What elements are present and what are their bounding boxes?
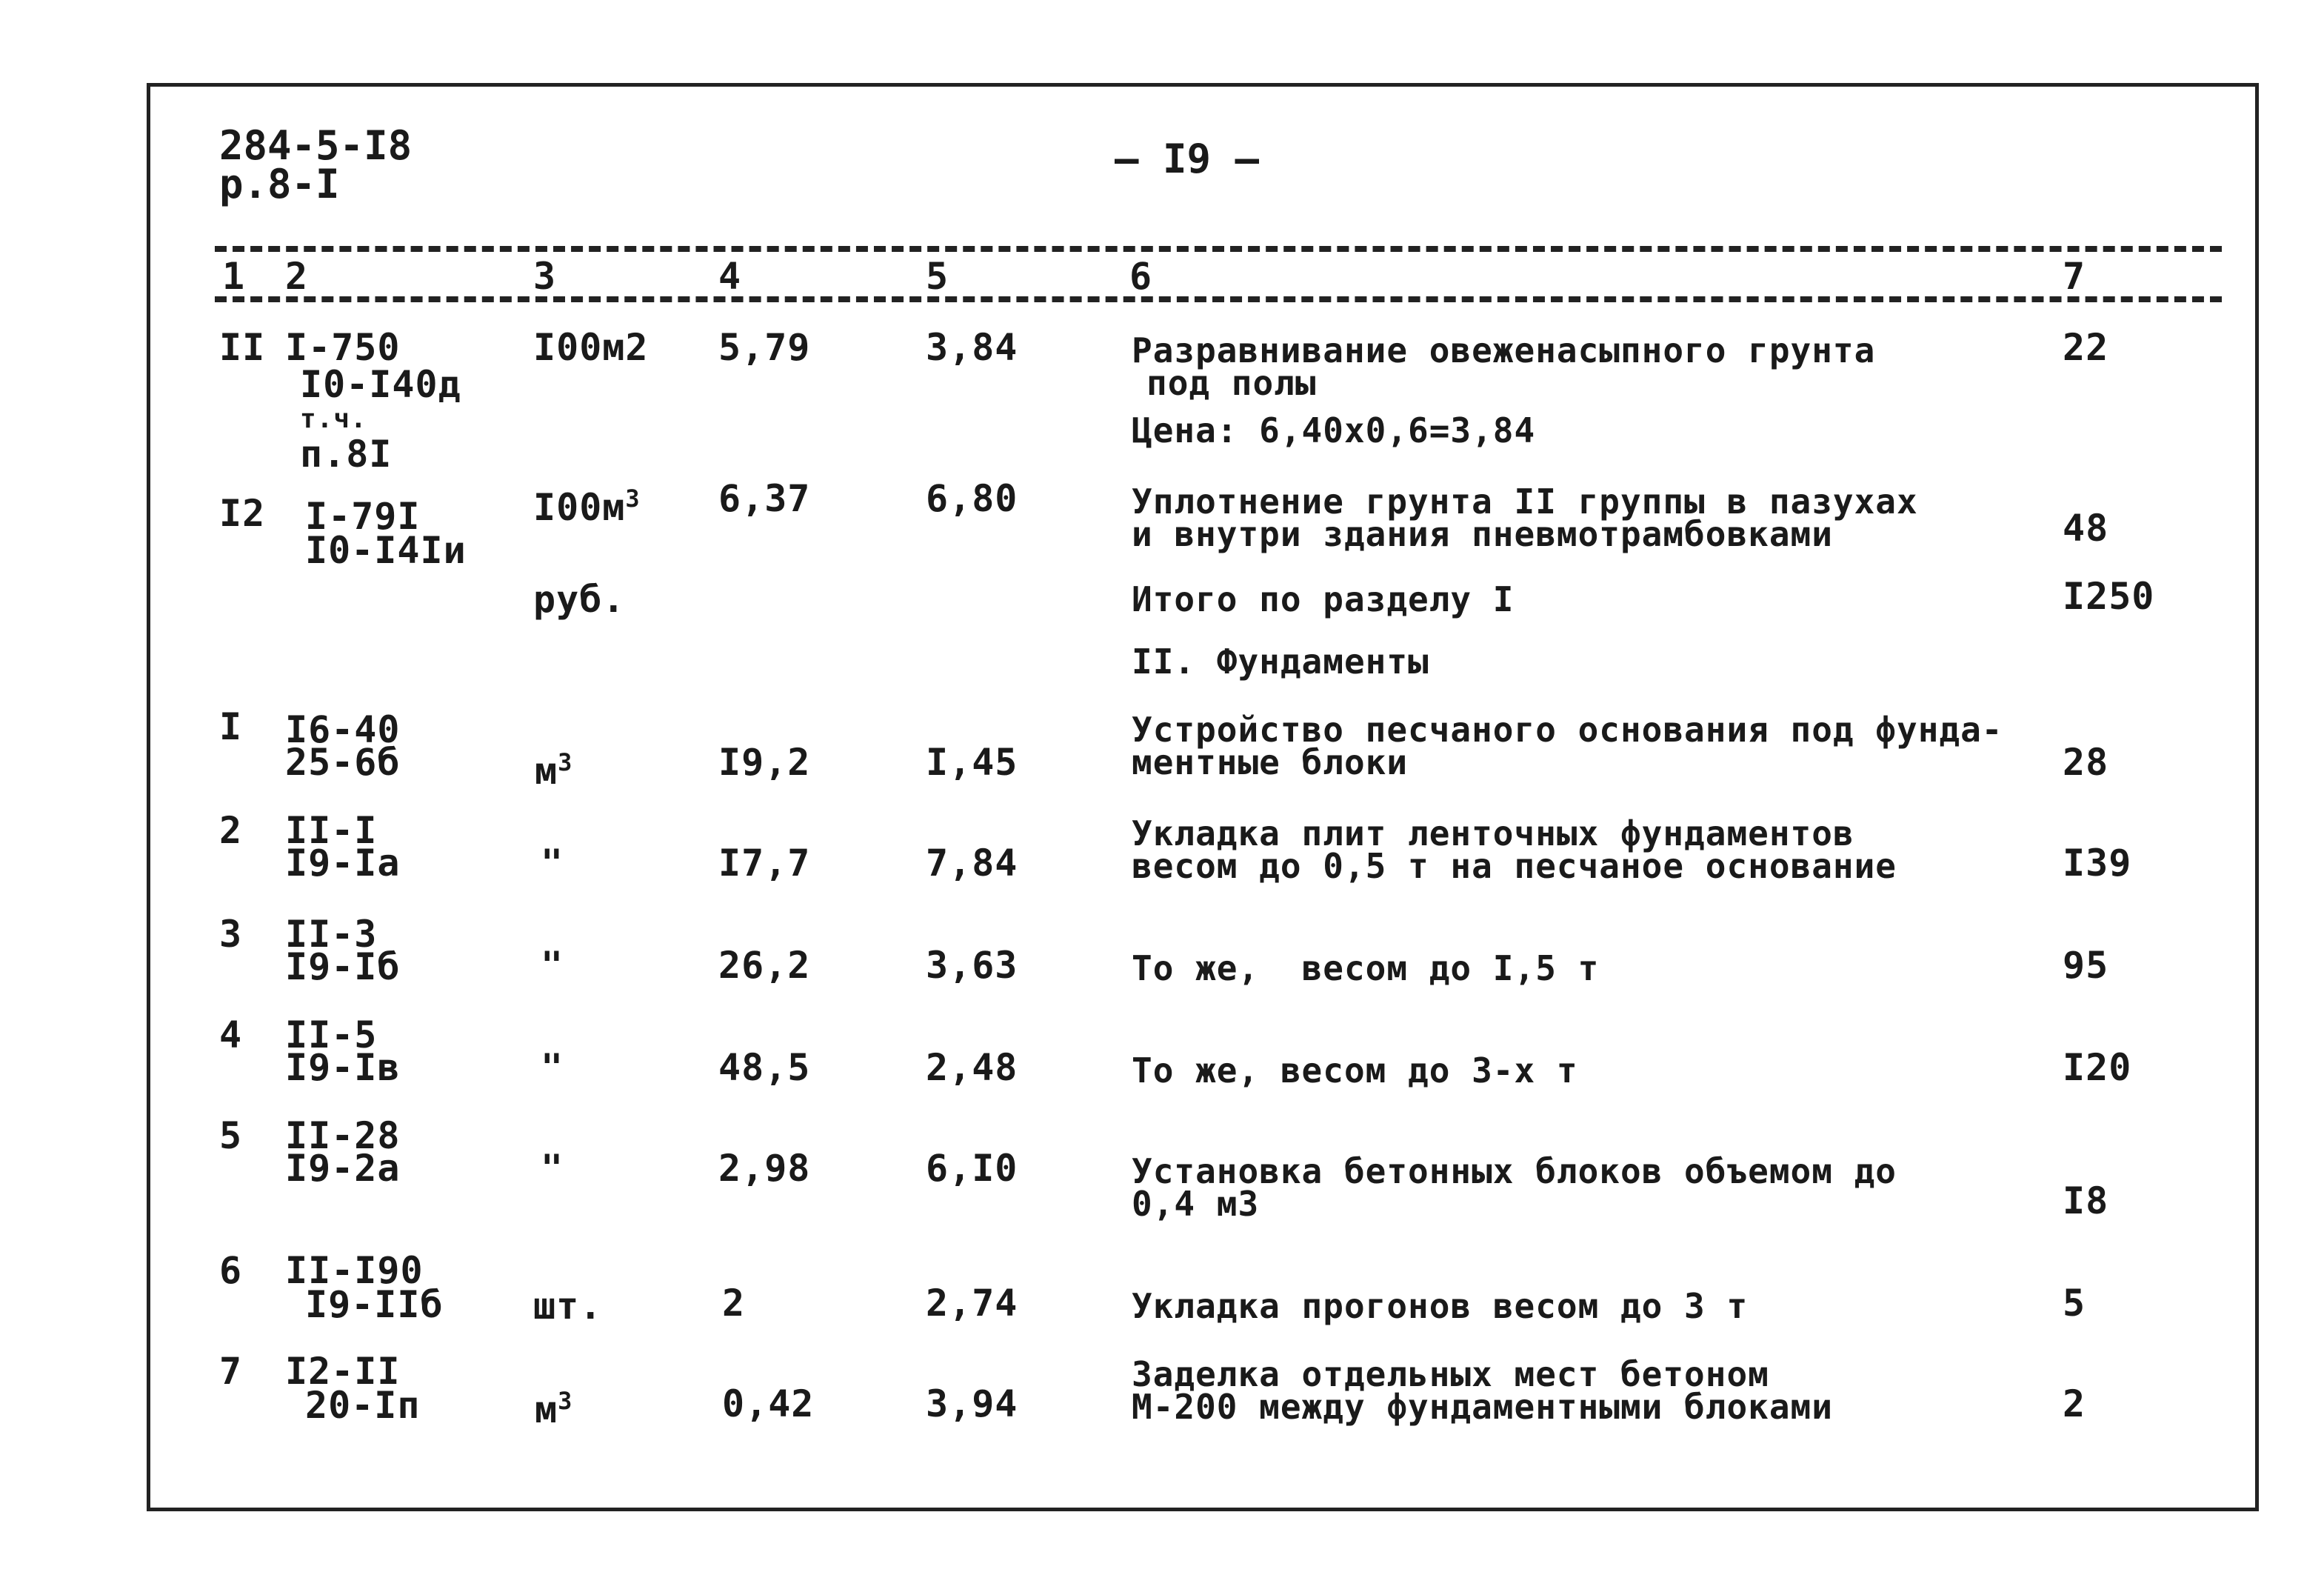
- doc-section: р.8-I: [219, 161, 340, 207]
- col-header-1: 1: [222, 255, 246, 298]
- row-description: Заделка отдельных мест бетоном: [1132, 1354, 1769, 1394]
- row-number: 3: [219, 913, 243, 956]
- row-total: 48: [2063, 507, 2109, 550]
- row-description: Устройство песчаного основания под фунда-: [1132, 710, 2003, 750]
- row-code: т.ч.: [300, 404, 367, 434]
- row-description: под полы: [1146, 363, 1317, 403]
- row-col4: 26,2: [718, 944, 811, 987]
- row-number: I: [219, 705, 243, 748]
- row-col4: I7,7: [718, 842, 811, 885]
- col-header-2: 2: [285, 255, 309, 298]
- row-col4: 2,98: [718, 1147, 811, 1190]
- row-col4: 48,5: [718, 1046, 811, 1089]
- row-code: I0-I4Iи: [305, 529, 467, 572]
- row-code: II-3: [285, 913, 378, 956]
- row-description: Укладка плит ленточных фундаментов: [1132, 813, 1854, 853]
- row-total: 95: [2063, 944, 2109, 987]
- row-code: I9-Iб: [285, 945, 401, 988]
- row-col4: 6,37: [718, 477, 811, 520]
- row-total: 22: [2063, 326, 2109, 369]
- row-description: Установка бетонных блоков объемом до: [1132, 1151, 1897, 1191]
- row-number: II: [219, 326, 266, 369]
- col-header-5: 5: [926, 255, 949, 298]
- row-col5: 6,80: [926, 477, 1018, 520]
- row-code: II-I: [285, 809, 378, 852]
- row-description: Разравнивание овеженасыпного грунта: [1132, 330, 1876, 370]
- row-description: Укладка прогонов весом до 3 т: [1132, 1286, 1749, 1326]
- row-description: То же, весом до I,5 т: [1132, 948, 1600, 988]
- row-unit: ": [541, 944, 564, 987]
- row-total: I20: [2063, 1046, 2132, 1089]
- col-header-6: 6: [1129, 255, 1153, 298]
- row-number: 4: [219, 1013, 243, 1056]
- row-unit: руб.: [533, 578, 626, 621]
- row-description: То же, весом до 3-х т: [1132, 1050, 1578, 1090]
- row-code: I9-IIб: [305, 1283, 444, 1326]
- row-code: I9-Iв: [285, 1046, 401, 1089]
- row-number: 2: [219, 809, 243, 852]
- row-unit: $м^3$: [535, 748, 573, 793]
- row-total: 5: [2063, 1282, 2086, 1325]
- row-col5: 3,63: [926, 944, 1018, 987]
- row-code: I2-II: [285, 1350, 401, 1393]
- header-rule-bottom: [215, 296, 2222, 302]
- page-number: — I9 —: [1115, 136, 1260, 182]
- row-description: М-200 между фундаментными блоками: [1132, 1387, 1833, 1427]
- row-total: I39: [2063, 842, 2132, 885]
- row-code: I-750: [285, 326, 401, 369]
- row-col5: 3,94: [926, 1382, 1018, 1425]
- row-col5: 2,48: [926, 1046, 1018, 1089]
- col-header-4: 4: [718, 255, 742, 298]
- row-col4: 2: [722, 1282, 746, 1325]
- row-unit: $м^3$: [535, 1387, 573, 1431]
- row-number: 5: [219, 1114, 243, 1157]
- row-total: 28: [2063, 741, 2109, 784]
- row-number: 7: [219, 1350, 243, 1393]
- row-col5: 6,I0: [926, 1147, 1018, 1190]
- row-unit: шт.: [533, 1285, 603, 1328]
- row-code: II-I90: [285, 1249, 424, 1292]
- row-col5: 3,84: [926, 326, 1018, 369]
- row-unit: $I00м^3$: [533, 485, 641, 529]
- row-code: I6-40: [285, 708, 401, 751]
- row-col4: 5,79: [718, 326, 811, 369]
- row-unit: ": [541, 1046, 564, 1089]
- row-col4: 0,42: [722, 1382, 815, 1425]
- header-rule-top: [215, 246, 2222, 252]
- row-total: I250: [2063, 575, 2155, 618]
- row-code: I-79I: [305, 495, 421, 538]
- row-total: 2: [2063, 1382, 2086, 1425]
- row-number: I2: [219, 492, 266, 535]
- row-description: Итого по разделу I: [1132, 579, 1515, 619]
- row-description: Цена: 6,40х0,6=3,84: [1132, 410, 1536, 450]
- row-description: 0,4 м3: [1132, 1184, 1260, 1224]
- row-col5: 2,74: [926, 1282, 1018, 1325]
- row-code: II-28: [285, 1114, 401, 1157]
- col-header-7: 7: [2063, 255, 2086, 298]
- row-code: I9-2а: [285, 1147, 401, 1190]
- row-unit: I00м2: [533, 326, 649, 369]
- row-description: и внутри здания пневмотрамбовками: [1132, 514, 1833, 554]
- row-code: 25-6б: [285, 741, 401, 784]
- row-code: I9-Iа: [285, 842, 401, 885]
- row-code: 20-Iп: [305, 1384, 421, 1427]
- row-number: 6: [219, 1249, 243, 1292]
- section-title: II. Фундаменты: [1132, 642, 1429, 682]
- row-col5: 7,84: [926, 842, 1018, 885]
- row-col4: I9,2: [718, 741, 811, 784]
- row-unit: ": [541, 1147, 564, 1190]
- row-code: п.8I: [300, 433, 393, 476]
- row-total: I8: [2063, 1179, 2109, 1222]
- row-description: Уплотнение грунта II группы в пазухах: [1132, 482, 1918, 522]
- col-header-3: 3: [533, 255, 557, 298]
- row-code: II-5: [285, 1013, 378, 1056]
- row-unit: ": [541, 842, 564, 885]
- row-description: весом до 0,5 т на песчаное основание: [1132, 846, 1897, 886]
- doc-code: 284-5-I8: [219, 122, 413, 169]
- row-code: I0-I40д: [300, 363, 461, 406]
- row-description: ментные блоки: [1132, 742, 1409, 782]
- row-col5: I,45: [926, 741, 1018, 784]
